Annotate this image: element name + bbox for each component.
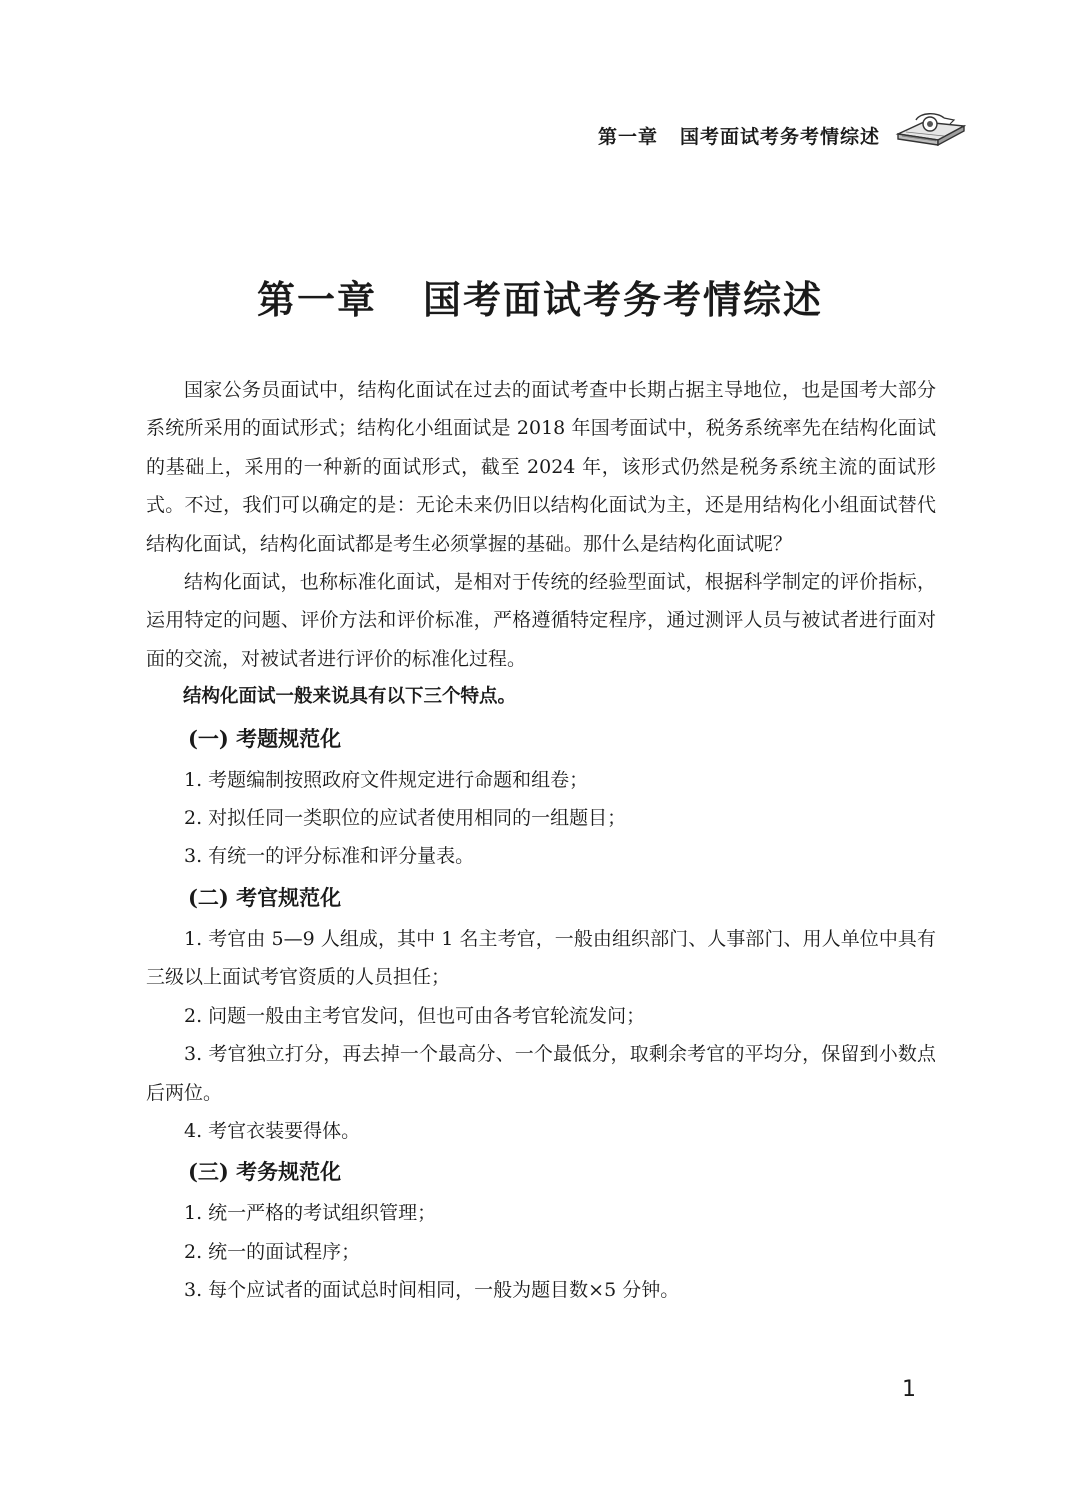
- body-text: [146, 371, 936, 1310]
- chapter-title: [0, 276, 1080, 324]
- list-item: 1. 考题编制按照政府文件规定进行命题和组卷；: [184, 768, 589, 791]
- book-icon: [894, 108, 966, 148]
- intro-paragraph: 国家公务员面试中，结构化面试在过去的面试考查中长期占据主导地位，也是国考大部分系统所采用的面试形式；结构化小组面试是 2018 年国考面试中，税务系统率先在结构化面试的基础上，采用的一种新的面试形式，截至 2024 年，该形式仍然是税务系统主流的面试形式。不过，我们可以确定的是：无论未来仍旧以结构化面试为主，还是用结构化小组面试替代结构化面试，结构化面试都是考生必须掌握的基础。那什么是结构化面试呢？: [146, 379, 936, 555]
- running-head-chapter: 第一章: [598, 126, 659, 148]
- running-head: [598, 124, 880, 150]
- list-item: 2. 对拟任同一类职位的应试者使用相同的一组题目；: [184, 807, 627, 830]
- list-item: 1. 统一严格的考试组织管理；: [184, 1202, 437, 1225]
- list-item: 2. 问题一般由主考官发问，但也可由各考官轮流发问；: [184, 1004, 646, 1027]
- section-heading: (二) 考官规范化: [188, 884, 342, 910]
- section-exam-affairs: [146, 1152, 936, 1309]
- chapter-title-text: 国考面试考务考情综述: [423, 278, 824, 322]
- page-number: 1: [902, 1377, 916, 1402]
- section-examiners: [146, 878, 936, 1150]
- list-item: 2. 统一的面试程序；: [184, 1240, 361, 1263]
- section-heading: (三) 考务规范化: [188, 1159, 342, 1185]
- list-item: 1. 考官由 5—9 人组成，其中 1 名主考官，一般由组织部门、人事部门、用人单位中具有三级以上面试考官资质的人员担任；: [146, 927, 936, 989]
- list-item: 3. 有统一的评分标准和评分量表。: [184, 845, 475, 868]
- section-exam-questions: [146, 719, 936, 876]
- list-item: 3. 考官独立打分，再去掉一个最高分、一个最低分，取剩余考官的平均分，保留到小数点后两位。: [146, 1043, 936, 1104]
- features-lead: 结构化面试一般来说具有以下三个特点。: [183, 686, 517, 708]
- definition-paragraph: 结构化面试，也称标准化面试，是相对于传统的经验型面试，根据科学制定的评价指标，运用特定的问题、评价方法和评价标准，严格遵循特定程序，通过测评人员与被试者进行面对面的交流，对被试者进行评价的标准化过程。: [146, 571, 936, 670]
- chapter-title-number: 第一章: [256, 278, 377, 322]
- list-item: 4. 考官衣装要得体。: [184, 1119, 361, 1142]
- running-head-title: 国考面试考务考情综述: [680, 126, 881, 148]
- section-heading: (一) 考题规范化: [188, 725, 342, 751]
- list-item: 3. 每个应试者的面试总时间相同，一般为题目数×5 分钟。: [184, 1279, 680, 1302]
